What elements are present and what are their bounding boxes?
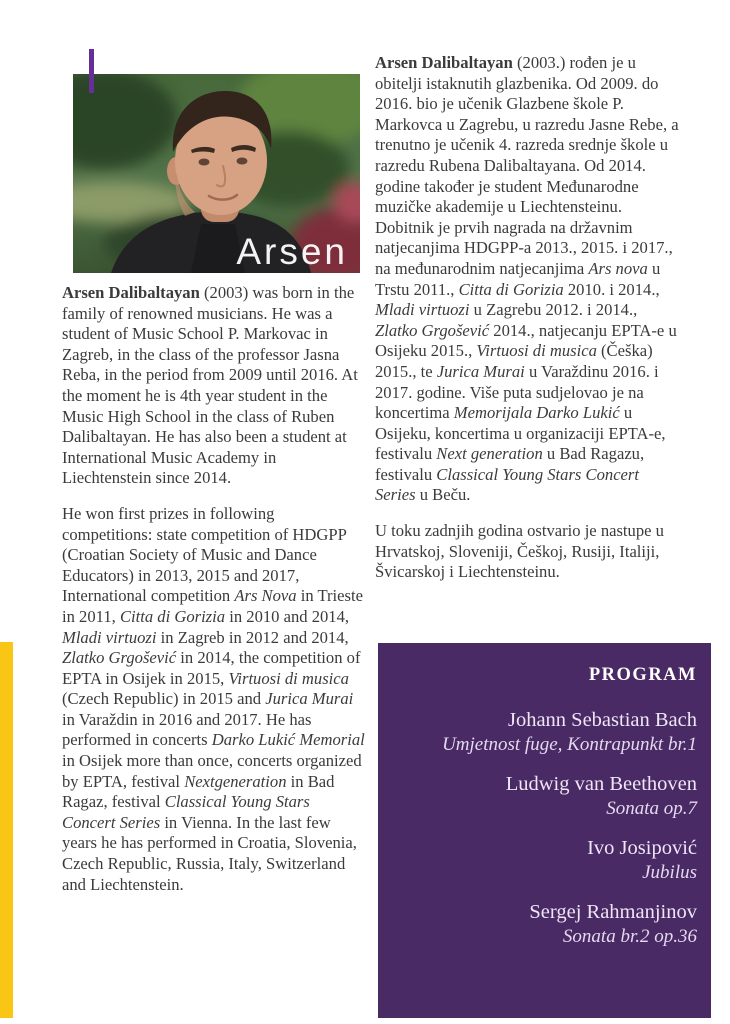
bio-en-paragraph-2: He won first prizes in following competitions: state competition of HDGPP (Croatian Society of Music and Dance Educators) in 2013, 2015 and 2017, International competition Ars Nova in Trieste in 2011, Citta di Gorizia in 2010 and 2014, Mladi virtuozi in Zagreb in 2012 and 2014, Zlatko Grgošević in 2014, the competition of EPTA in Osijek in 2015, Virtuosi di musica (Czech Republic) in 2015 and Jurica Murai in Varaždin in 2016 and 2017. He has performed in concerts Darko Lukić Memorial in Osijek more than once, concerts organized by EPTA, festival Nextgeneration in Bad Ragaz, festival Classical Young Stars Concert Series in Vienna. In the last few years he has performed in Croatia, Slovenia, Czech Republic, Russia, Italy, Switzerland and Liechtenstein. bbox=[62, 503, 365, 894]
program-item-2 bbox=[390, 774, 697, 819]
program-item-1 bbox=[390, 710, 697, 755]
program-item-4 bbox=[390, 902, 697, 947]
program-heading: PROGRAM bbox=[588, 665, 697, 685]
program-box bbox=[378, 643, 711, 1018]
program-composer: Sergej Rahmanjinov bbox=[529, 901, 697, 923]
program-item-3 bbox=[390, 838, 697, 883]
bio-hr-paragraph-2: U toku zadnjih godina ostvario je nastupe u Hrvatskoj, Sloveniji, Češkoj, Rusiji, Italiji, Švicarskoj i Liechtensteinu. bbox=[375, 521, 664, 582]
bio-croatian-column bbox=[375, 53, 683, 598]
program-work: Sonata br.2 op.36 bbox=[562, 926, 697, 947]
portrait-photo bbox=[73, 74, 360, 273]
program-work: Sonata op.7 bbox=[606, 798, 697, 819]
bio-hr-paragraph-1: Arsen Dalibaltayan (2003.) rođen je u obitelji istaknutih glazbenika. Od 2009. do 2016. bio je učenik Glazbene škole P. Markovca u Zagrebu, u razredu Jasne Rebe, a trenutno je učenik 4. razreda srednje škole u razredu Rubena Dalibaltayana. Od 2014. godine također je student Međunarodne muzičke akademije u Liechtensteinu. Dobitnik je prvih nagrada na državnim natjecanjima HDGPP-a 2013., 2015. i 2017., na međunarodnim natjecanjima Ars nova u Trstu 2011., Citta di Gorizia 2010. i 2014., Mladi virtuozi u Zagrebu 2012. i 2014., Zlatko Grgošević 2014., natjecanju EPTA-e u Osijeku 2015., Virtuosi di musica (Češka) 2015., te Jurica Murai u Varaždinu 2016. i 2017. godine. Više puta sudjelovao je na koncertima Memorijala Darko Lukić u Osijeku, koncertima u organizaciji EPTA-e, festivalu Next generation u Bad Ragazu, festivalu Classical Young Stars Concert Series u Beču. bbox=[375, 53, 679, 505]
program-work: Umjetnost fuge, Kontrapunkt br.1 bbox=[442, 734, 697, 755]
program-composer: Ivo Josipović bbox=[587, 837, 697, 859]
yellow-side-bar bbox=[0, 642, 13, 1018]
program-work: Jubilus bbox=[642, 862, 697, 883]
purple-accent-tick bbox=[89, 49, 94, 93]
program-composer: Johann Sebastian Bach bbox=[507, 709, 697, 731]
bio-english-column bbox=[62, 283, 365, 910]
bio-en-paragraph-1: Arsen Dalibaltayan (2003) was born in the family of renowned musicians. He was a student of Music School P. Markovac in Zagreb, in the class of the professor Jasna Reba, in the period from 2009 until 2016. At the moment he is 4th year student in the Music High School in the class of Ruben Dalibaltayan. He has also been a student at International Music Academy in Liechtenstein since 2014. bbox=[62, 283, 358, 488]
program-composer: Ludwig van Beethoven bbox=[505, 773, 697, 795]
photo-caption: Arsen bbox=[236, 231, 348, 273]
